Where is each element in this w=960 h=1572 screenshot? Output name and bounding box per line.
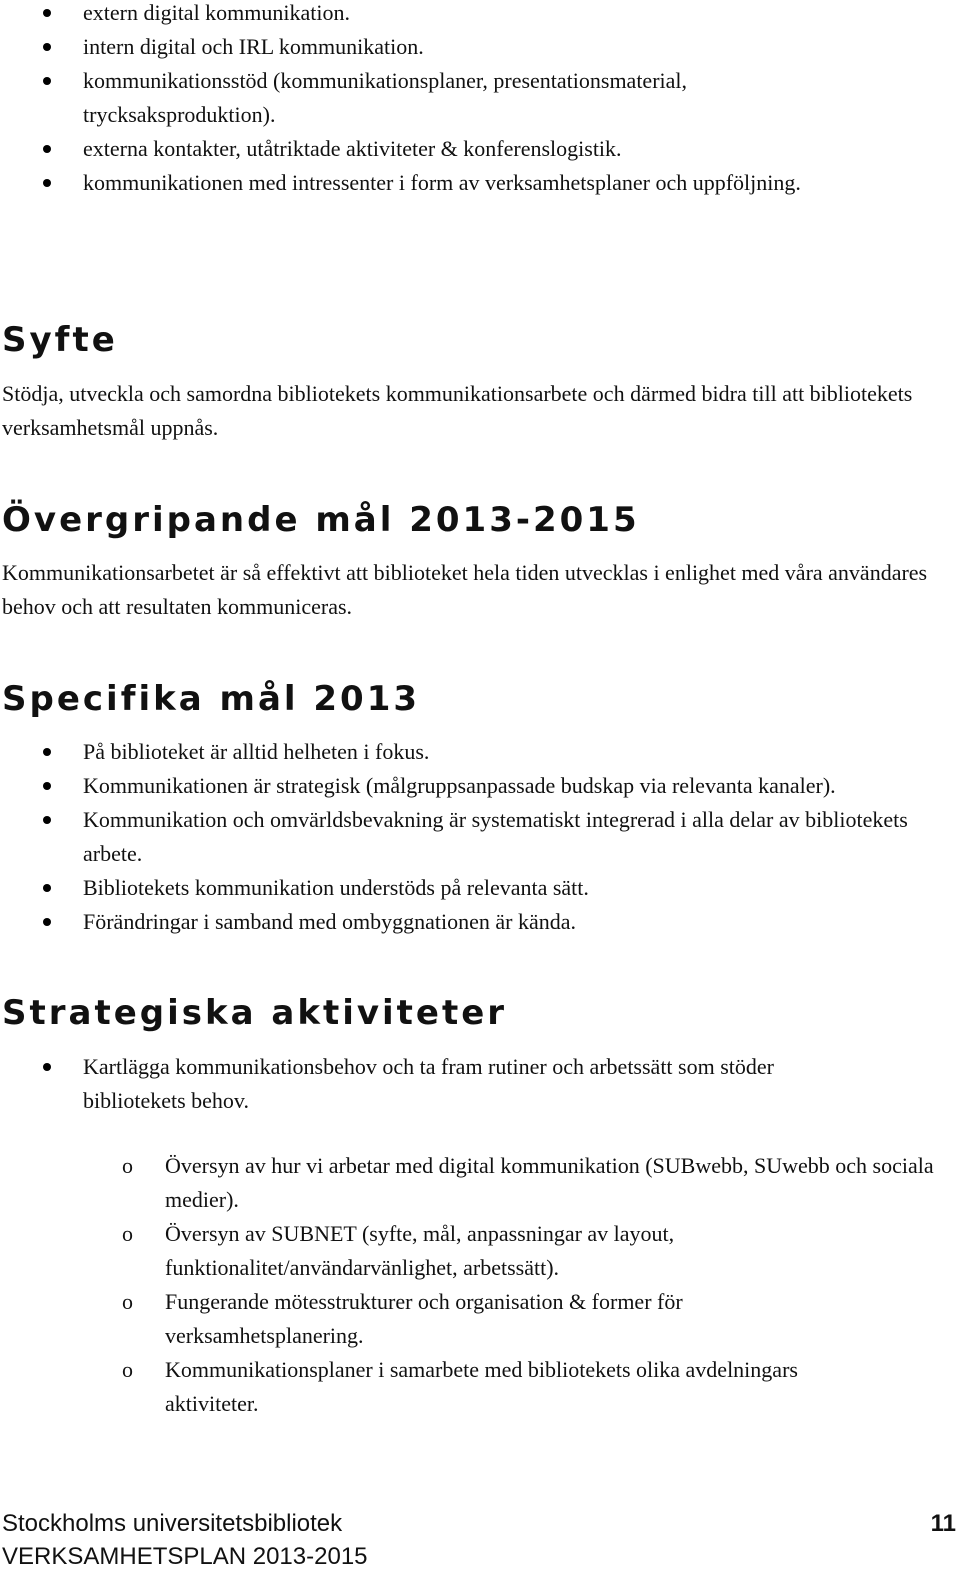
sublist-item [0, 1353, 960, 1421]
list-item: Kommunikation och omvärldsbevakning är systematiskt integrerad i alla delar av bibliotekets arbete. [0, 803, 960, 871]
list-item: extern digital kommunikation. [0, 0, 960, 30]
list-item: På biblioteket är alltid helheten i fokus. [0, 735, 960, 769]
specifika-list [0, 735, 960, 939]
list-item: Kommunikationen är strategisk (målgruppsanpassade budskap via relevanta kanaler). [0, 769, 960, 803]
footer-plan-title: VERKSAMHETSPLAN 2013-2015 [2, 1543, 368, 1570]
list-item: Bibliotekets kommunikation understöds på relevanta sätt. [0, 871, 960, 905]
sublist-marker: o [122, 1289, 133, 1314]
list-item: kommunikationsstöd (kommunikationsplaner, presentationsmaterial, trycksaksproduktion). [0, 64, 960, 132]
list-item: intern digital och IRL kommunikation. [0, 30, 960, 64]
sublist-marker: o [122, 1221, 133, 1246]
sublist-item [0, 1149, 960, 1217]
syfte-heading: Syfte [2, 320, 118, 360]
syfte-text: Stödja, utveckla och samordna bibliotekets kommunikationsarbete och därmed bidra till att bibliotekets verksamhetsmål uppnås. [2, 381, 913, 440]
list-item: Kartlägga kommunikationsbehov och ta fram rutiner och arbetssätt som stöder bibliotekets behov. [0, 1050, 960, 1118]
overgripande-heading: Övergripande mål 2013-2015 [2, 500, 640, 540]
intro-list [0, 0, 960, 200]
sublist-marker: o [122, 1357, 133, 1382]
list-item: externa kontakter, utåtriktade aktiviteter & konferenslogistik. [0, 132, 960, 166]
list-item: kommunikationen med intressenter i form av verksamhetsplaner och uppföljning. [0, 166, 960, 200]
page-number: 11 [930, 1510, 956, 1537]
sublist-item-text: Fungerande mötesstrukturer och organisation & former för verksamhetsplanering. [165, 1289, 683, 1348]
specifika-heading: Specifika mål 2013 [2, 679, 421, 719]
sublist-marker: o [122, 1153, 133, 1178]
sublist-item [0, 1217, 960, 1285]
strategiska-heading: Strategiska aktiviteter [2, 993, 508, 1033]
list-item: Förändringar i samband med ombyggnationen är kända. [0, 905, 960, 939]
strategiska-list [0, 1050, 960, 1118]
sublist-item-text: Översyn av SUBNET (syfte, mål, anpassningar av layout, funktionalitet/användarvänlighet, arbetssätt). [165, 1221, 675, 1280]
sublist-item [0, 1285, 960, 1353]
footer-organization: Stockholms universitetsbibliotek [2, 1510, 343, 1537]
sublist-item-text: Översyn av hur vi arbetar med digital kommunikation (SUBwebb, SUwebb och sociala medier). [165, 1153, 934, 1212]
sublist-item-text: Kommunikationsplaner i samarbete med bibliotekets olika avdelningars aktiviteter. [165, 1357, 798, 1416]
overgripande-text: Kommunikationsarbetet är så effektivt att biblioteket hela tiden utvecklas i enlighet med våra användares behov och att resultaten kommuniceras. [2, 560, 928, 619]
